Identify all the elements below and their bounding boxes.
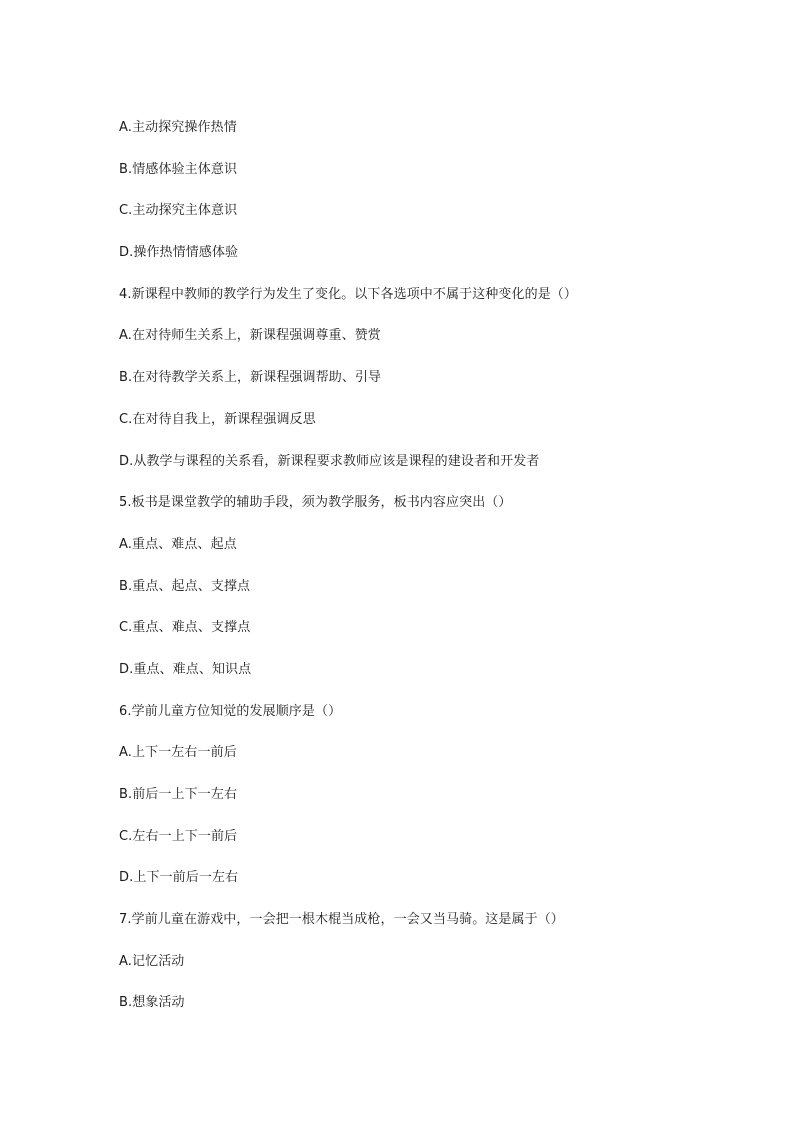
question-list: [119, 119, 739, 1036]
option-line: D.操作热情情感体验: [119, 245, 239, 261]
option-line: A.重点、难点、起点: [119, 536, 237, 552]
option-line: D.从教学与课程的关系看，新课程要求教师应该是课程的建设者和开发者: [119, 453, 540, 469]
option-line: A.主动探究操作热情: [119, 120, 237, 135]
option-line: D.重点、难点、知识点: [119, 661, 252, 677]
option-line: C.重点、难点、支撑点: [119, 620, 251, 636]
option-line: A.在对待师生关系上，新课程强调尊重、赞赏: [119, 328, 381, 344]
option-line: B.想象活动: [119, 995, 185, 1011]
option-line: D.上下一前后一左右: [119, 870, 239, 886]
question-line: 4.新课程中教师的教学行为发生了变化。以下各选项中不属于这种变化的是（）: [119, 286, 578, 302]
option-line: C.主动探究主体意识: [119, 203, 238, 219]
option-line: A.上下一左右一前后: [119, 745, 237, 761]
option-line: B.在对待教学关系上，新课程强调帮助、引导: [119, 370, 382, 386]
option-line: C.左右一上下一前后: [119, 828, 238, 844]
option-line: B.前后一上下一左右: [119, 787, 238, 802]
question-line: 7.学前儿童在游戏中，一会把一根木棍当成枪，一会又当马骑。这是属于（）: [119, 912, 564, 928]
option-line: B.重点、起点、支撑点: [119, 578, 251, 594]
question-line: 6.学前儿童方位知觉的发展顺序是（）: [119, 703, 342, 719]
option-line: B.情感体验主体意识: [119, 161, 238, 177]
option-line: C.在对待自我上，新课程强调反思: [119, 411, 316, 427]
question-line: 5.板书是课堂教学的辅助手段，须为教学服务，板书内容应突出（）: [119, 495, 512, 511]
option-line: A.记忆活动: [119, 953, 185, 969]
